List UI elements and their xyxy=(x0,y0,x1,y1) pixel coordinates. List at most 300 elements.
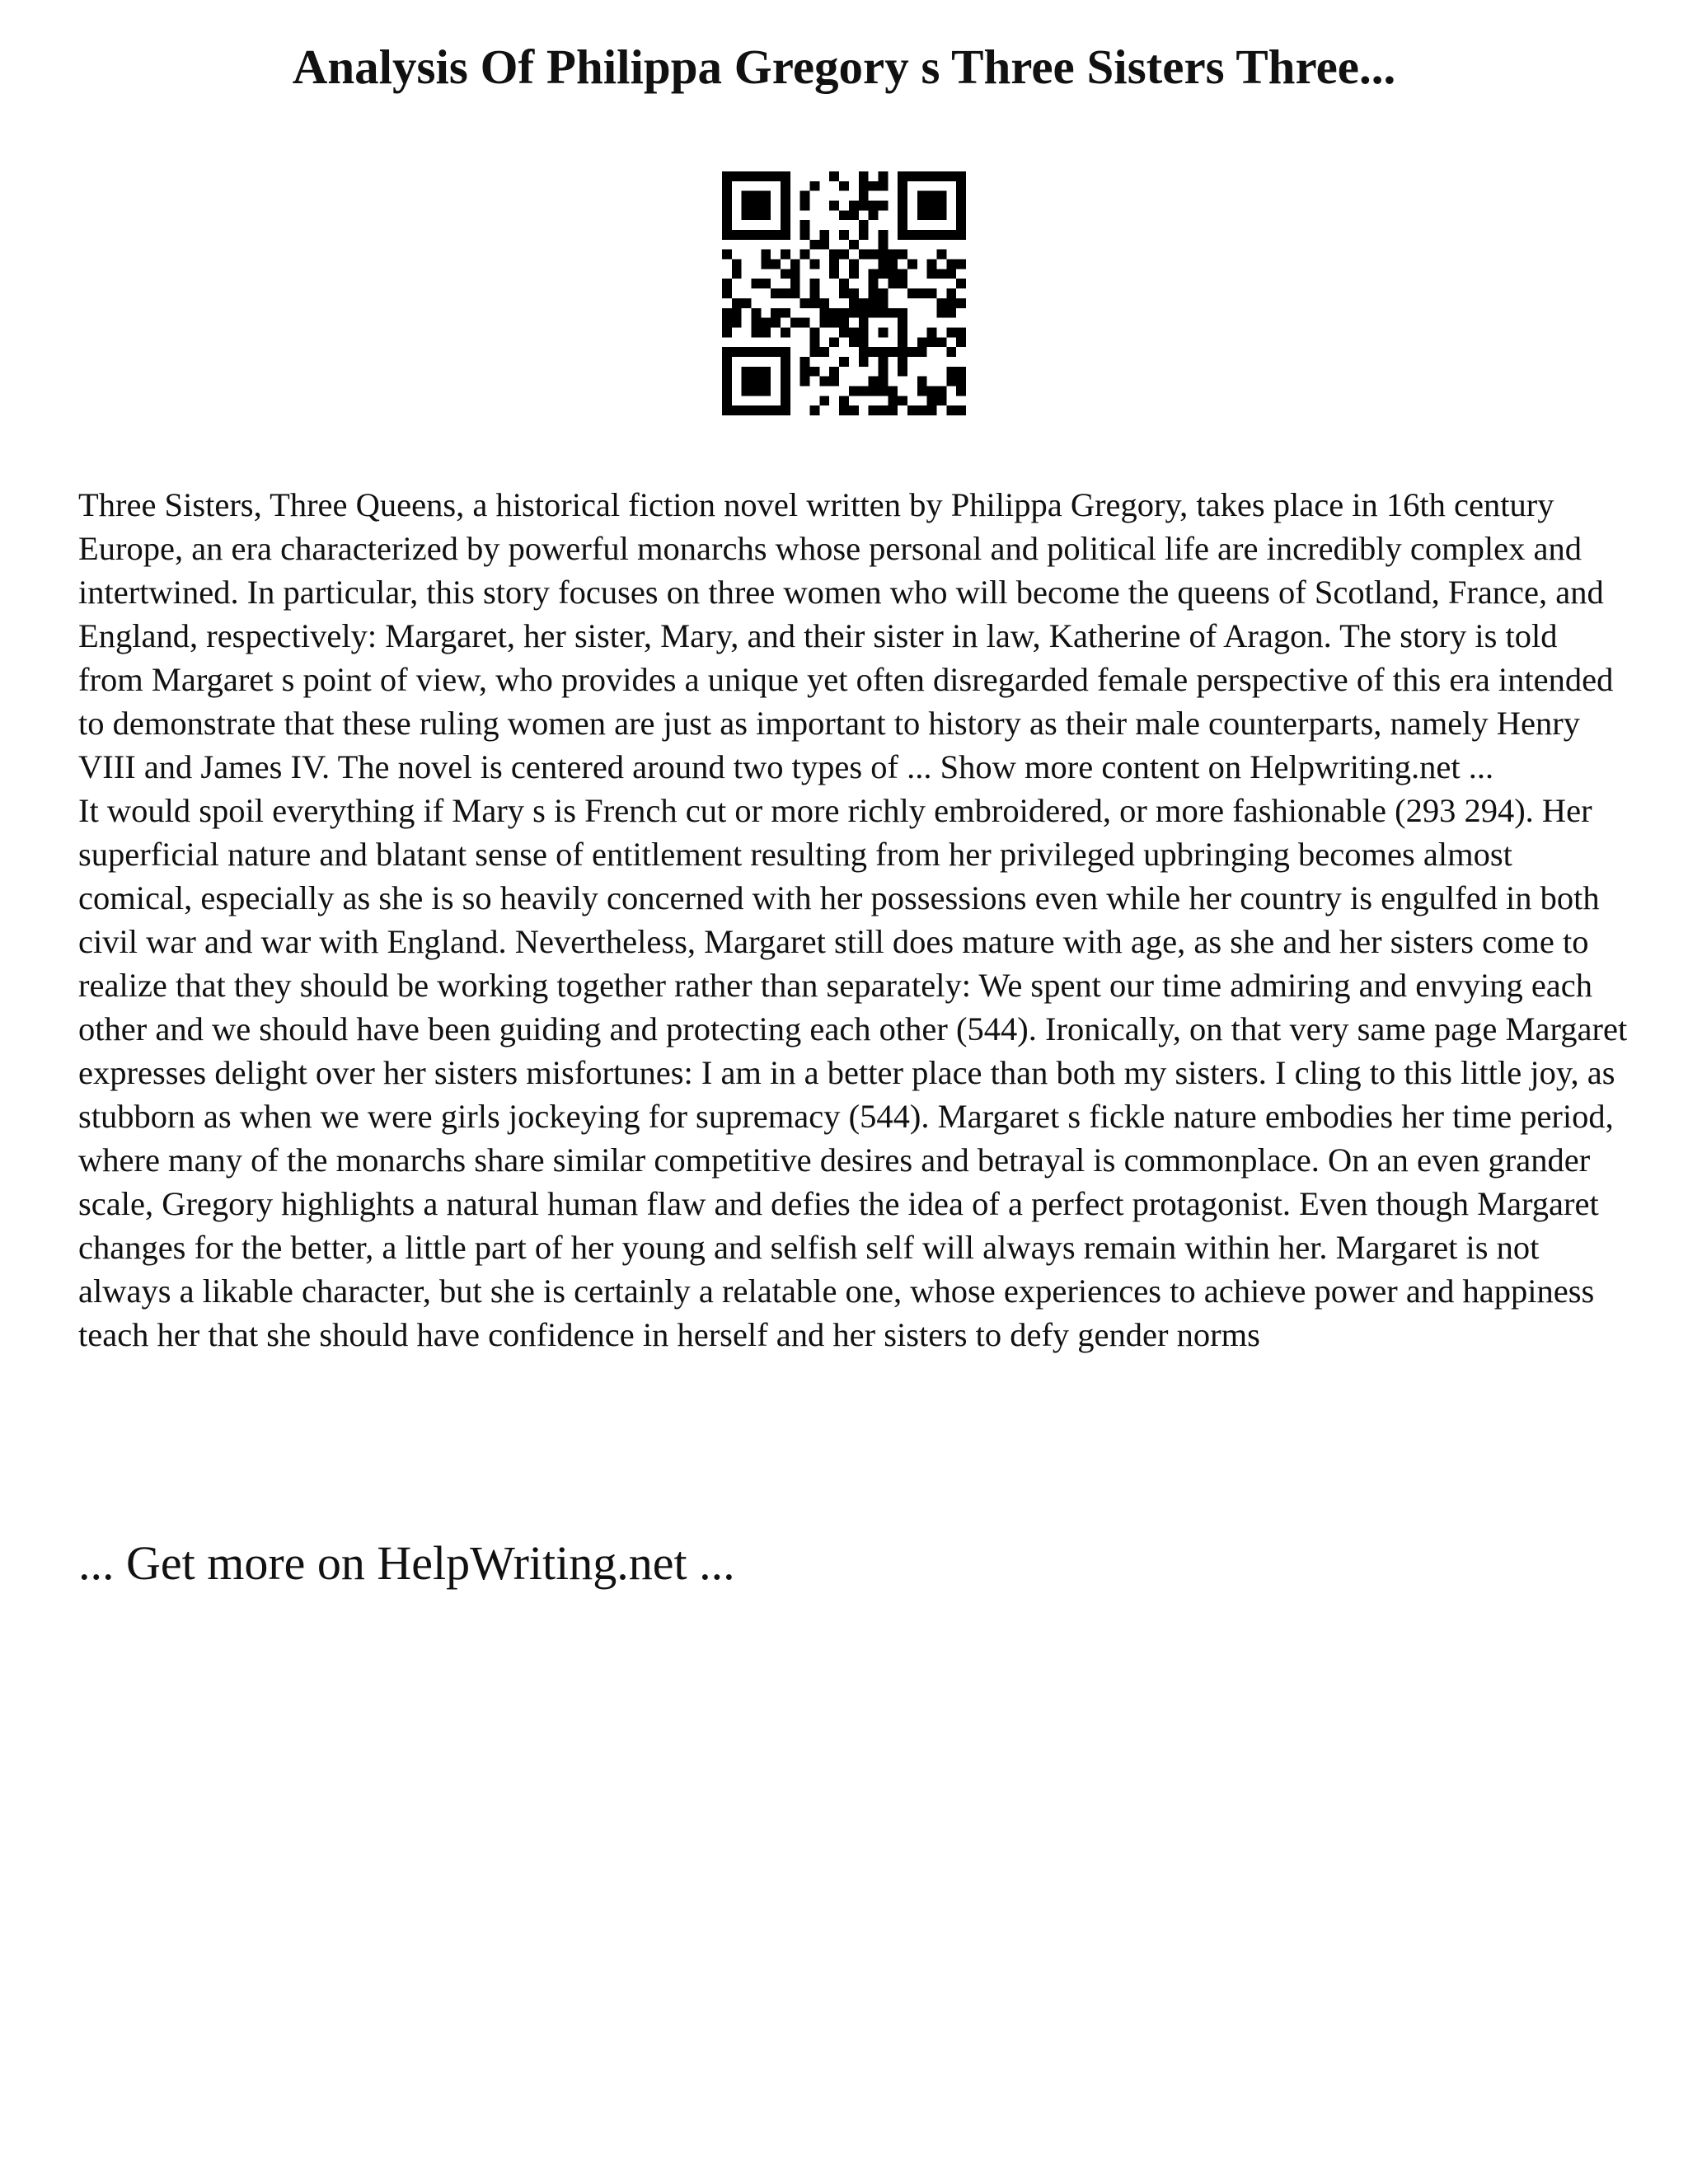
qr-module xyxy=(946,171,956,181)
qr-module xyxy=(869,181,879,191)
qr-module xyxy=(732,347,742,357)
qr-module xyxy=(742,298,752,308)
qr-module xyxy=(761,318,771,328)
qr-module xyxy=(752,191,762,201)
qr-module xyxy=(927,269,937,279)
qr-module xyxy=(819,396,829,405)
qr-module xyxy=(869,210,879,220)
qr-module xyxy=(927,201,937,211)
qr-module xyxy=(917,337,927,347)
qr-module xyxy=(800,191,810,201)
qr-module xyxy=(722,327,732,337)
qr-module xyxy=(849,269,859,279)
qr-module xyxy=(790,279,800,288)
qr-module xyxy=(898,347,907,357)
qr-module xyxy=(888,308,898,318)
qr-module xyxy=(810,298,820,308)
qr-module xyxy=(771,171,781,181)
qr-module xyxy=(752,386,762,396)
qr-module xyxy=(732,318,742,328)
qr-module xyxy=(732,405,742,415)
qr-module xyxy=(761,250,771,260)
qr-module xyxy=(888,405,898,415)
qr-module xyxy=(761,367,771,377)
qr-module xyxy=(917,191,927,201)
qr-module xyxy=(732,308,742,318)
qr-module xyxy=(946,298,956,308)
qr-module xyxy=(722,201,732,211)
qr-module xyxy=(781,347,790,357)
qr-module xyxy=(907,260,917,269)
qr-module xyxy=(917,201,927,211)
qr-module xyxy=(761,377,771,387)
qr-module xyxy=(839,230,849,240)
qr-module xyxy=(878,288,888,298)
qr-module xyxy=(742,347,752,357)
qr-module xyxy=(869,405,879,415)
qr-module xyxy=(771,405,781,415)
qr-module xyxy=(946,377,956,387)
qr-module xyxy=(839,318,849,328)
qr-module xyxy=(936,201,946,211)
qr-module xyxy=(761,201,771,211)
qr-module xyxy=(936,269,946,279)
qr-module xyxy=(781,210,790,220)
qr-module xyxy=(907,288,917,298)
qr-module xyxy=(907,405,917,415)
qr-module xyxy=(878,308,888,318)
qr-module xyxy=(819,240,829,250)
qr-module xyxy=(771,288,781,298)
qr-module xyxy=(849,308,859,318)
qr-module xyxy=(946,347,956,357)
qr-module xyxy=(917,377,927,387)
qr-module xyxy=(829,171,839,181)
qr-module xyxy=(810,405,820,415)
qr-module xyxy=(790,260,800,269)
qr-module xyxy=(722,357,732,367)
qr-module xyxy=(936,171,946,181)
qr-module xyxy=(869,250,879,260)
qr-module xyxy=(800,298,810,308)
qr-module xyxy=(810,337,820,347)
paragraph-analysis: It would spoil everything if Mary s is French cut or more richly embroidered, or more fashionable (293 294). Her superficial nature and blatant sense of entitlement resulting from her privileged upbringing becomes almost comical, especially as she is so heavily concerned with her possessions even while her country is engulfed in both civil war and war with England. Nevertheless, Margaret still does mature with age, as she and her sisters come to realize that they should be working together rather than separately: We spent our time admiring and envying each other and we should have been guiding and protecting each other (544). Ironically, on that very same page Margaret expresses delight over her sisters misfortunes: I am in a better place than both my sisters. I cling to this little joy, as stubborn as when we were girls jockeying for supremacy (544). Margaret s fickle nature embodies her time period, where many of the monarchs share similar competitive desires and betrayal is commonplace. On an even grander scale, Gregory highlights a natural human flaw and defies the idea of a perfect protagonist. Even though Margaret changes for the better, a little part of her young and selfish self will always remain within her. Margaret is not always a likable character, but she is certainly a relatable one, whose experiences to achieve power and happiness teach her that she should have confidence in herself and her sisters to defy gender norms xyxy=(78,792,1628,1353)
qr-module xyxy=(936,191,946,201)
qr-module xyxy=(819,318,829,328)
qr-module xyxy=(722,308,732,318)
qr-module xyxy=(752,405,762,415)
qr-module xyxy=(732,260,742,269)
qr-module xyxy=(946,260,956,269)
qr-module xyxy=(752,318,762,328)
qr-module xyxy=(742,230,752,240)
qr-module xyxy=(917,405,927,415)
qr-module xyxy=(927,191,937,201)
qr-module xyxy=(859,318,869,328)
qr-module xyxy=(956,327,966,337)
qr-module xyxy=(722,210,732,220)
qr-module xyxy=(888,260,898,269)
qr-module xyxy=(781,201,790,211)
qr-module xyxy=(810,367,820,377)
qr-module xyxy=(869,269,879,279)
qr-module xyxy=(849,337,859,347)
qr-module xyxy=(810,260,820,269)
qr-module xyxy=(859,191,869,201)
qr-module xyxy=(761,347,771,357)
qr-module xyxy=(722,181,732,191)
qr-module xyxy=(761,260,771,269)
qr-module xyxy=(771,260,781,269)
qr-module xyxy=(927,230,937,240)
qr-module xyxy=(761,279,771,288)
qr-module xyxy=(946,288,956,298)
qr-module xyxy=(946,367,956,377)
qr-module xyxy=(859,250,869,260)
qr-module xyxy=(859,181,869,191)
qr-module xyxy=(800,318,810,328)
qr-module xyxy=(956,171,966,181)
qr-module xyxy=(917,210,927,220)
qr-module xyxy=(800,201,810,211)
qr-module xyxy=(829,269,839,279)
qr-module xyxy=(839,279,849,288)
qr-module xyxy=(888,279,898,288)
qr-module xyxy=(859,171,869,181)
qr-module xyxy=(917,386,927,396)
qr-module xyxy=(742,367,752,377)
qr-module xyxy=(859,201,869,211)
qr-module xyxy=(752,171,762,181)
qr-module xyxy=(810,347,820,357)
qr-module xyxy=(771,308,781,318)
qr-module xyxy=(869,377,879,387)
qr-module xyxy=(956,405,966,415)
qr-module xyxy=(829,250,839,260)
qr-module xyxy=(936,210,946,220)
qr-module xyxy=(917,288,927,298)
qr-module xyxy=(898,327,907,337)
qr-module xyxy=(752,377,762,387)
qr-module xyxy=(956,298,966,308)
qr-module xyxy=(829,308,839,318)
qr-module xyxy=(722,347,732,357)
qr-module xyxy=(761,386,771,396)
qr-module xyxy=(722,288,732,298)
qr-module xyxy=(742,210,752,220)
qr-module xyxy=(878,367,888,377)
qr-module xyxy=(888,347,898,357)
qr-module xyxy=(878,298,888,308)
qr-module xyxy=(956,230,966,240)
qr-module xyxy=(849,405,859,415)
qr-module xyxy=(936,386,946,396)
qr-module xyxy=(829,201,839,211)
qr-module xyxy=(732,230,742,240)
qr-module xyxy=(927,171,937,181)
qr-module xyxy=(898,250,907,260)
qr-module xyxy=(849,386,859,396)
qr-module xyxy=(878,181,888,191)
qr-module xyxy=(859,347,869,357)
qr-module xyxy=(878,347,888,357)
qr-module xyxy=(946,269,956,279)
qr-module xyxy=(829,377,839,387)
qr-module xyxy=(722,377,732,387)
qr-module xyxy=(878,250,888,260)
qr-module xyxy=(819,298,829,308)
qr-module xyxy=(752,201,762,211)
qr-module xyxy=(898,269,907,279)
qr-module xyxy=(927,260,937,269)
qr-module xyxy=(819,377,829,387)
qr-module xyxy=(898,318,907,328)
qr-module xyxy=(859,386,869,396)
qr-module xyxy=(859,220,869,230)
qr-module xyxy=(878,357,888,367)
qr-module xyxy=(888,396,898,405)
qr-module xyxy=(742,201,752,211)
qr-module xyxy=(878,327,888,337)
qr-code-graphic xyxy=(722,171,966,415)
qr-module xyxy=(839,396,849,405)
qr-module xyxy=(839,181,849,191)
qr-module xyxy=(946,405,956,415)
qr-module xyxy=(781,220,790,230)
qr-module xyxy=(722,171,732,181)
qr-module xyxy=(790,288,800,298)
qr-module xyxy=(869,201,879,211)
qr-module xyxy=(859,357,869,367)
qr-module xyxy=(917,347,927,357)
qr-module xyxy=(732,269,742,279)
qr-module xyxy=(898,367,907,377)
qr-module xyxy=(752,347,762,357)
qr-module xyxy=(761,405,771,415)
qr-module xyxy=(839,327,849,337)
qr-module xyxy=(956,181,966,191)
qr-module xyxy=(849,298,859,308)
qr-module xyxy=(956,191,966,201)
qr-module xyxy=(878,269,888,279)
qr-module xyxy=(800,357,810,367)
qr-module xyxy=(839,405,849,415)
qr-module xyxy=(742,191,752,201)
qr-module xyxy=(800,377,810,387)
qr-module xyxy=(936,250,946,260)
qr-module xyxy=(956,201,966,211)
qr-module xyxy=(752,230,762,240)
qr-module xyxy=(781,191,790,201)
qr-module xyxy=(878,201,888,211)
qr-module xyxy=(839,308,849,318)
page-title: Analysis Of Philippa Gregory s Three Sisters Three... xyxy=(292,40,1396,94)
qr-module xyxy=(829,260,839,269)
qr-module xyxy=(781,181,790,191)
qr-module xyxy=(927,396,937,405)
qr-module xyxy=(781,377,790,387)
qr-module xyxy=(722,230,732,240)
qr-module xyxy=(956,220,966,230)
qr-module xyxy=(722,318,732,328)
qr-module xyxy=(819,308,829,318)
qr-module xyxy=(722,279,732,288)
qr-module xyxy=(849,260,859,269)
qr-module xyxy=(888,250,898,260)
qr-module xyxy=(761,191,771,201)
qr-module xyxy=(869,288,879,298)
qr-module xyxy=(761,171,771,181)
qr-module xyxy=(878,230,888,240)
qr-module xyxy=(752,279,762,288)
qr-module xyxy=(732,298,742,308)
qr-module xyxy=(781,308,790,318)
qr-module xyxy=(936,230,946,240)
qr-module xyxy=(898,308,907,318)
get-more-link[interactable]: ... Get more on HelpWriting.net ... xyxy=(78,1536,735,1590)
qr-module xyxy=(742,171,752,181)
qr-module xyxy=(732,171,742,181)
qr-module xyxy=(956,367,966,377)
qr-module xyxy=(752,210,762,220)
qr-module xyxy=(810,288,820,298)
qr-module xyxy=(936,337,946,347)
qr-module xyxy=(907,347,917,357)
qr-module xyxy=(878,377,888,387)
qr-module xyxy=(936,396,946,405)
qr-module xyxy=(722,386,732,396)
qr-module xyxy=(810,181,820,191)
qr-module xyxy=(781,171,790,181)
qr-module xyxy=(819,230,829,240)
qr-module xyxy=(781,327,790,337)
qr-module xyxy=(869,308,879,318)
qr-module xyxy=(839,288,849,298)
qr-module xyxy=(800,250,810,260)
qr-module xyxy=(898,181,907,191)
qr-module xyxy=(956,377,966,387)
article-body xyxy=(78,483,1628,1357)
qr-module xyxy=(829,367,839,377)
qr-module xyxy=(898,171,907,181)
qr-module xyxy=(722,220,732,230)
qr-module xyxy=(849,201,859,211)
qr-module xyxy=(752,327,762,337)
qr-module xyxy=(859,308,869,318)
qr-module xyxy=(878,171,888,181)
qr-module xyxy=(936,298,946,308)
qr-module xyxy=(898,220,907,230)
qr-module xyxy=(917,171,927,181)
qr-module xyxy=(946,327,956,337)
qr-module xyxy=(869,347,879,357)
qr-module xyxy=(859,337,869,347)
qr-module xyxy=(849,240,859,250)
qr-module xyxy=(869,386,879,396)
qr-module xyxy=(781,405,790,415)
qr-code-icon xyxy=(722,171,966,415)
qr-module xyxy=(810,279,820,288)
qr-module xyxy=(859,230,869,240)
qr-module xyxy=(800,230,810,240)
qr-module xyxy=(810,327,820,337)
qr-module xyxy=(936,308,946,318)
qr-module xyxy=(781,396,790,405)
qr-module xyxy=(888,269,898,279)
qr-module xyxy=(781,269,790,279)
qr-module xyxy=(781,367,790,377)
qr-module xyxy=(956,279,966,288)
qr-module xyxy=(898,357,907,367)
qr-module xyxy=(781,357,790,367)
qr-module xyxy=(898,279,907,288)
qr-module xyxy=(781,230,790,240)
qr-module xyxy=(907,230,917,240)
qr-module xyxy=(790,269,800,279)
qr-module xyxy=(849,288,859,298)
qr-module xyxy=(742,377,752,387)
qr-module xyxy=(849,327,859,337)
qr-module xyxy=(869,279,879,288)
qr-module xyxy=(956,210,966,220)
qr-module xyxy=(781,386,790,396)
qr-module xyxy=(849,210,859,220)
qr-module xyxy=(771,230,781,240)
qr-module xyxy=(722,367,732,377)
qr-module xyxy=(761,210,771,220)
qr-module xyxy=(742,405,752,415)
qr-module xyxy=(722,405,732,415)
qr-module xyxy=(898,230,907,240)
paragraph-intro: Three Sisters, Three Queens, a historical fiction novel written by Philippa Gregory, takes place in 16th century Europe, an era characterized by powerful monarchs whose personal and political life are incredibly complex and intertwined. In particular, this story focuses on three women who will become the queens of Scotland, France, and England, respectively: Margaret, her sister, Mary, and their sister in law, Katherine of Aragon. The story is told from Margaret s point of view, who provides a unique yet often disregarded female perspective of this era intended to demonstrate that these ruling women are just as important to history as their male counterparts, namely Henry VIII and James IV. The novel is centered around two types of ... Show more content on Helpwriting.net ... xyxy=(78,486,1614,785)
qr-module xyxy=(722,396,732,405)
qr-module xyxy=(927,210,937,220)
qr-module xyxy=(878,260,888,269)
qr-module xyxy=(781,288,790,298)
qr-module xyxy=(839,357,849,367)
qr-module xyxy=(800,220,810,230)
qr-module xyxy=(761,327,771,337)
qr-module xyxy=(752,367,762,377)
qr-module xyxy=(927,327,937,337)
qr-module xyxy=(810,240,820,250)
qr-module xyxy=(761,230,771,240)
qr-module xyxy=(742,386,752,396)
qr-module xyxy=(956,337,966,347)
qr-module xyxy=(927,288,937,298)
qr-module xyxy=(859,327,869,337)
qr-module xyxy=(956,386,966,396)
qr-module xyxy=(819,347,829,357)
qr-module xyxy=(917,230,927,240)
qr-module xyxy=(722,250,732,260)
qr-module xyxy=(878,405,888,415)
qr-module xyxy=(878,240,888,250)
qr-module xyxy=(878,386,888,396)
qr-module xyxy=(722,191,732,201)
qr-module xyxy=(927,405,937,415)
qr-module xyxy=(927,386,937,396)
qr-module xyxy=(839,210,849,220)
qr-module xyxy=(800,367,810,377)
qr-module xyxy=(898,396,907,405)
qr-module xyxy=(752,308,762,318)
qr-module xyxy=(946,308,956,318)
qr-module xyxy=(839,250,849,260)
qr-module xyxy=(946,230,956,240)
qr-module xyxy=(781,250,790,260)
qr-module xyxy=(829,318,839,328)
